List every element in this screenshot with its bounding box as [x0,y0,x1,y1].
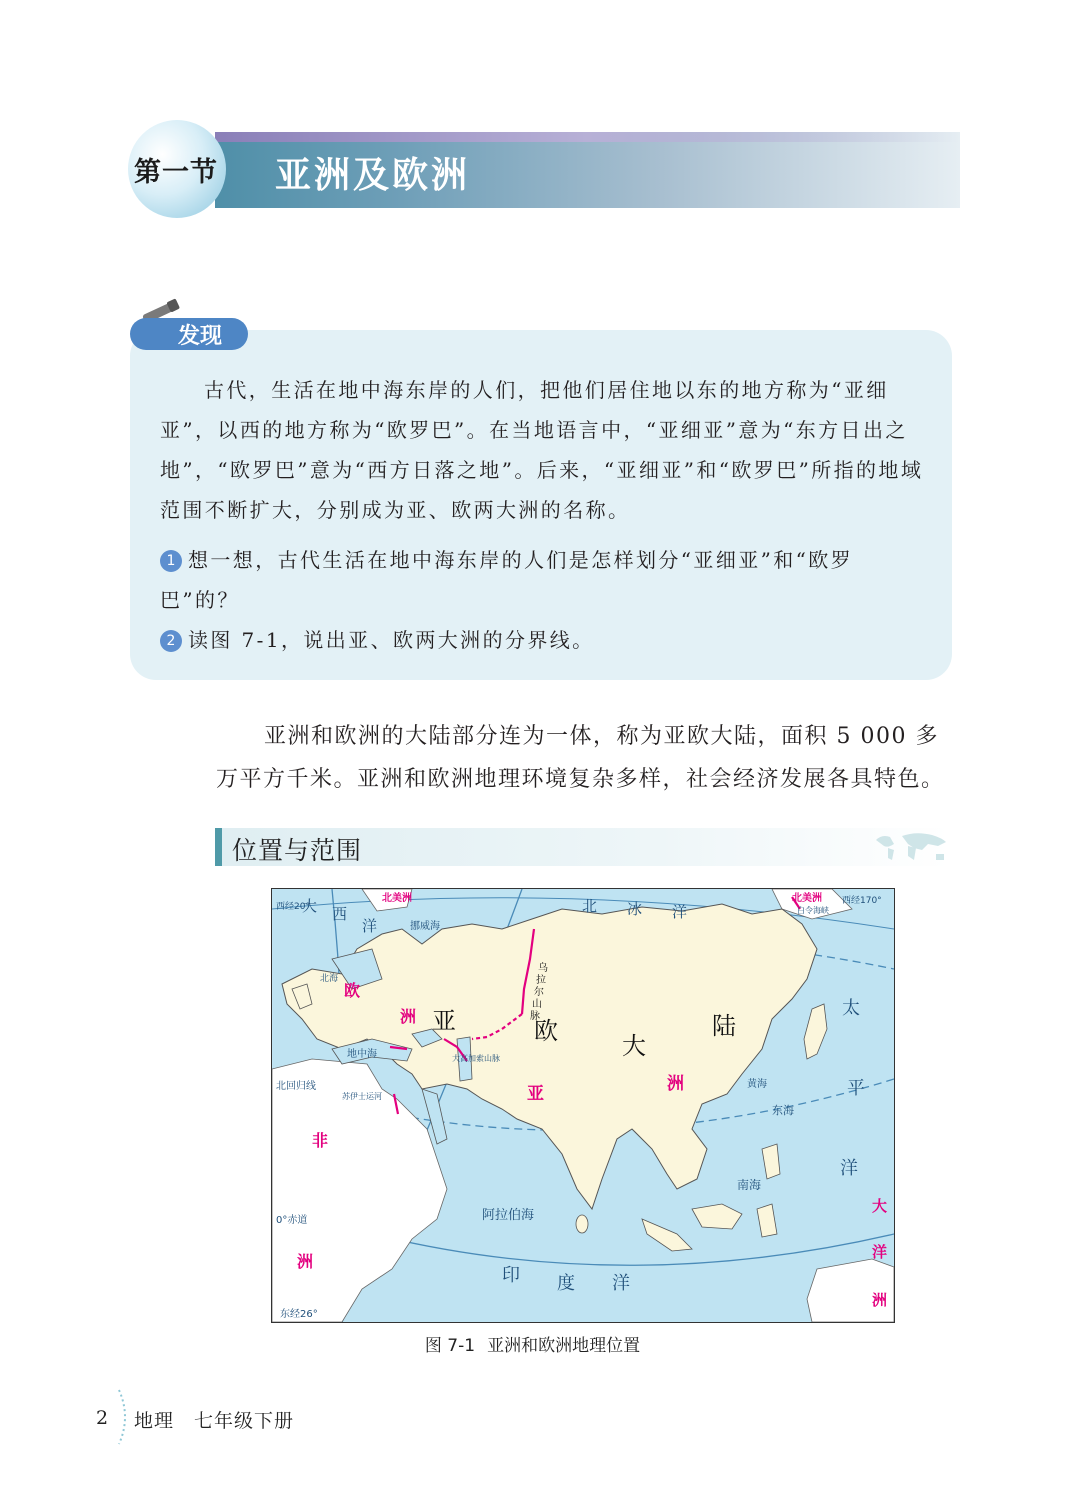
world-map-icon [872,828,952,866]
oceania-label-1: 大 [872,1197,888,1215]
caucasus-label: 大高加索山脉 [452,1054,500,1063]
eurasia-label-2: 欧 [534,1017,558,1045]
discover-tag-label: 发现 [178,324,223,349]
book-title: 地理 七年级下册 [134,1410,295,1432]
suez-label: 苏伊士运河 [342,1092,382,1101]
sumatra-land [642,1219,692,1251]
body-paragraph: 亚洲和欧洲的大陆部分连为一体，称为亚欧大陆，面积 5 000 多万平方千米。亚洲和欧洲地理环境复杂多样，社会经济发展各具特色。 [216,724,945,792]
indian-label-1: 印 [502,1265,520,1286]
pacific-label-3: 洋 [840,1158,858,1179]
south-china-sea-label: 南海 [737,1178,762,1192]
lon-w20-label: 西经20° [276,902,310,912]
question-text: 读图 7-1，说出亚、欧两大洲的分界线。 [188,628,595,652]
arctic-label-1: 北 [582,897,598,915]
east-sea-label: 东海 [772,1104,794,1117]
bering-label: 白令海峡 [797,906,829,915]
discover-question-1 [160,540,930,620]
asia-label-1: 亚 [527,1084,544,1104]
subheading-bar [215,828,222,866]
africa-label-2: 洲 [297,1252,314,1271]
ural-label-2: 拉 [536,975,546,986]
caption-number: 图 7-1 [424,1336,476,1356]
north-america-right-label: 北美洲 [792,893,822,904]
caption-title: 亚洲和欧洲地理位置 [487,1336,641,1356]
pacific-label-1: 太 [842,998,860,1019]
map-svg [272,889,894,1322]
africa-label-1: 非 [312,1131,329,1150]
asia-label-2: 洲 [667,1074,684,1094]
footer-divider [115,1388,133,1446]
question-text: 想一想，古代生活在地中海东岸的人们是怎样划分“亚细亚”和“欧罗巴”的？ [160,548,854,612]
sulawesi-land [757,1204,777,1237]
north-america-left-label: 北美洲 [382,893,412,904]
mediterranean-label: 地中海 [347,1049,377,1060]
section-title: 亚洲及欧洲 [275,155,471,196]
equator-label: 0°赤道 [276,1215,308,1226]
japan-land [804,1004,827,1059]
sri-lanka-land [576,1215,588,1233]
arabian-sea-label: 阿拉伯海 [482,1208,535,1223]
indian-label-2: 度 [557,1273,575,1294]
asia-europe-map [271,888,895,1323]
discover-paragraph: 古代，生活在地中海东岸的人们，把他们居住地以东的地方称为“亚细亚”，以西的地方称为“欧罗巴”。在当地语言中，“亚细亚”意为“东方日出之地”，“欧罗巴”意为“西方日落之地”。后来，“亚细亚”和“欧罗巴”所指的地域范围不断扩大，分别成为亚、欧两大洲的名称。 [160,378,924,522]
eurasia-label-4: 陆 [712,1012,736,1040]
lon-e26-label: 东经26° [280,1309,318,1320]
oceania-label-3: 洲 [872,1291,888,1309]
lon-w170-label: 西经170° [842,896,882,906]
north-sea-label: 北海 [320,974,339,984]
atlantic-label-1: 大 [302,897,318,915]
section-label: 第一节 [134,157,218,188]
oceania-label-2: 洋 [872,1243,888,1261]
arctic-label-3: 洋 [672,903,688,921]
europe-label-2: 洲 [400,1007,417,1026]
section-banner-stripe [215,132,960,142]
map-caption [0,1331,1065,1356]
arctic-label-2: 冰 [627,900,643,918]
eurasia-label-3: 大 [622,1032,646,1060]
yellow-sea-label: 黄海 [747,1079,767,1090]
norway-sea-label: 挪威海 [410,921,440,932]
eurasia-label-1: 亚 [432,1007,456,1035]
pacific-label-2: 平 [847,1078,865,1099]
question-number: 2 [160,630,182,652]
discover-question-2 [160,620,930,660]
ural-label-5: 脉 [530,1011,540,1022]
atlantic-label-3: 洋 [362,917,378,935]
indian-label-3: 洋 [612,1273,630,1294]
page-number: 2 [96,1407,109,1429]
ural-label-3: 尔 [534,987,544,998]
atlantic-label-2: 西 [332,905,348,923]
question-number: 1 [160,550,182,572]
ural-label-4: 山 [532,999,542,1010]
europe-label-1: 欧 [344,981,361,1000]
philippines-land [762,1144,780,1179]
ural-label-1: 乌 [538,963,548,974]
subheading-title: 位置与范围 [232,836,363,865]
tropic-label: 北回归线 [276,1081,316,1092]
borneo-land [692,1204,742,1229]
